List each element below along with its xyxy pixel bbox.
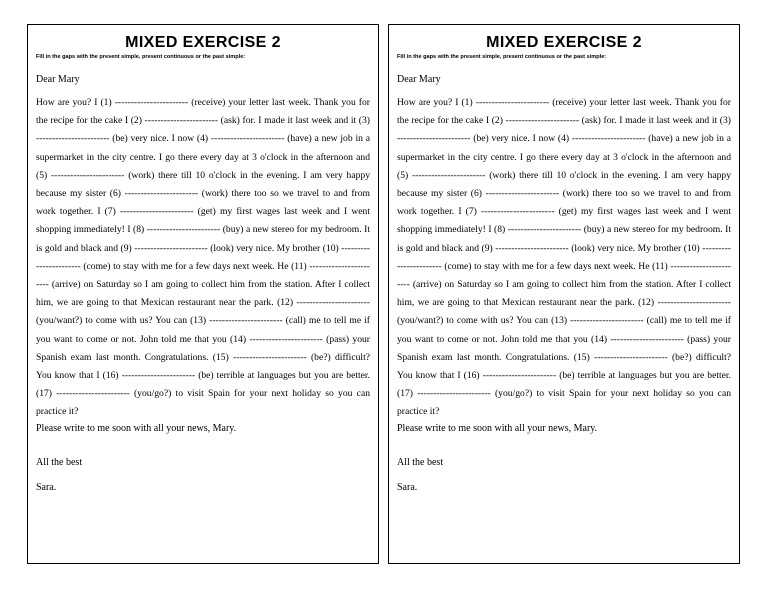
worksheet-panel-left <box>27 24 379 564</box>
worksheet-title: MIXED EXERCISE 2 <box>125 34 281 51</box>
letter-signature: Sara. <box>36 481 57 493</box>
letter-greeting: Dear Mary <box>36 74 80 85</box>
letter-body: How are you? I (1) ----------------------- (receive) your letter last week. Thank you for the recipe for the cake I (2) ----------------------- (ask) for. I made it last week and it (3) ----------------------- (be) very nice. I now (4) ----------------------- (have) a new job in a supermarket in the city centre. I go there every day at 3 o'clock in the afternoon and (5) ----------------------- (work) there till 10 o'clock in the evening. I am very happy because my sister (6) ----------------------- (work) there too so we travel to and from work together. I (7) ----------------------- (get) my first wages last week and I went shopping immediately! I (8) ----------------------- (buy) a new stereo for my bedroom. It is gold and black and (9) ----------------------- (look) very nice. My brother (10) ----------------------- (come) to stay with me for a few days next week. He (11) ----------------------- (arrive) on Saturday so I am going to collect him from the station. After I collect him, we are going to that Mexican restaurant near the park. (12) ----------------------- (you/want?) to come with us? You can (13) ----------------------- (call) me to tell me if you want to come or not. John told me that you (14) ----------------------- (pass) your Spanish exam last month. Congratulations. (15) ----------------------- (be?) difficult? You know that I (16) ----------------------- (be) terrible at languages but you are better. (17) ----------------------- (you/go?) to visit Spain for your next holiday so you can practice it? <box>36 97 370 418</box>
instructions: Fill in the gaps with the present simple, present continuous or the past simple: <box>397 54 607 60</box>
letter-signoff: All the best <box>397 456 444 468</box>
letter-closing-line: Please write to me soon with all your news, Mary. <box>36 422 237 434</box>
letter-signature: Sara. <box>397 481 418 493</box>
worksheet-panel-right <box>388 24 740 564</box>
worksheet-title: MIXED EXERCISE 2 <box>486 34 642 51</box>
instructions: Fill in the gaps with the present simple, present continuous or the past simple: <box>36 54 246 60</box>
letter-body: How are you? I (1) ----------------------- (receive) your letter last week. Thank you for the recipe for the cake I (2) ----------------------- (ask) for. I made it last week and it (3) ----------------------- (be) very nice. I now (4) ----------------------- (have) a new job in a supermarket in the city centre. I go there every day at 3 o'clock in the afternoon and (5) ----------------------- (work) there till 10 o'clock in the evening. I am very happy because my sister (6) ----------------------- (work) there too so we travel to and from work together. I (7) ----------------------- (get) my first wages last week and I went shopping immediately! I (8) ----------------------- (buy) a new stereo for my bedroom. It is gold and black and (9) ----------------------- (look) very nice. My brother (10) ----------------------- (come) to stay with me for a few days next week. He (11) ----------------------- (arrive) on Saturday so I am going to collect him from the station. After I collect him, we are going to that Mexican restaurant near the park. (12) ----------------------- (you/want?) to come with us? You can (13) ----------------------- (call) me to tell me if you want to come or not. John told me that you (14) ----------------------- (pass) your Spanish exam last month. Congratulations. (15) ----------------------- (be?) difficult? You know that I (16) ----------------------- (be) terrible at languages but you are better. (17) ----------------------- (you/go?) to visit Spain for your next holiday so you can practice it? <box>397 97 731 418</box>
letter-greeting: Dear Mary <box>397 74 441 85</box>
letter-closing-line: Please write to me soon with all your news, Mary. <box>397 422 598 434</box>
letter-signoff: All the best <box>36 456 83 468</box>
